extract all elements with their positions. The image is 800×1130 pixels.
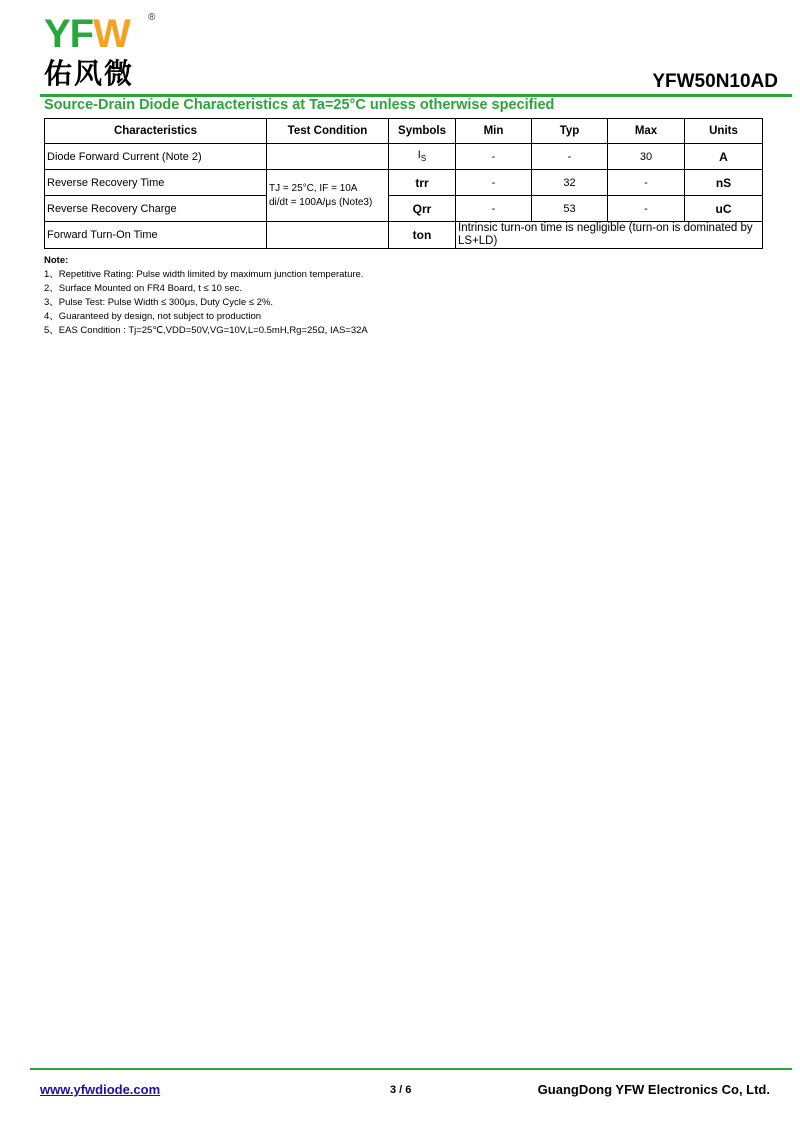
symbol-cell: ton [389, 222, 456, 249]
symbol-subscript: S [420, 154, 427, 164]
typ-cell: 32 [532, 170, 608, 196]
condition-cell [267, 144, 389, 170]
symbol-cell: Qrr [389, 196, 456, 222]
note-item: 2、Surface Mounted on FR4 Board, t ≤ 10 sec. [44, 283, 242, 294]
header-characteristics: Characteristics [45, 119, 267, 144]
note-item: 3、Pulse Test: Pulse Width ≤ 300μs, Duty Cycle ≤ 2%. [44, 297, 274, 308]
header-symbols: Symbols [389, 119, 456, 144]
symbol-cell [389, 144, 456, 170]
note-item: 1、Repetitive Rating: Pulse width limited by maximum junction temperature. [44, 269, 364, 280]
footer-divider [30, 1068, 792, 1070]
header-test-condition: Test Condition [267, 119, 389, 144]
symbol-main: I [417, 149, 421, 162]
characteristic-cell: Forward Turn-On Time [45, 222, 267, 249]
symbol-cell: trr [389, 170, 456, 196]
turn-on-note-cell: Intrinsic turn-on time is negligible (turn-on is dominated by LS+LD) [456, 222, 763, 249]
max-cell: 30 [608, 144, 685, 170]
table-header-row [45, 119, 763, 144]
section-title: Source-Drain Diode Characteristics at Ta=25°C unless otherwise specified [44, 97, 555, 113]
company-logo [44, 14, 164, 94]
min-cell: - [456, 144, 532, 170]
unit-cell: nS [685, 170, 763, 196]
typ-cell: 53 [532, 196, 608, 222]
table-row [45, 222, 763, 249]
min-cell: - [456, 196, 532, 222]
company-name: GuangDong YFW Electronics Co, Ltd. [537, 1082, 770, 1097]
characteristic-cell: Diode Forward Current (Note 2) [45, 144, 267, 170]
characteristic-cell: Reverse Recovery Charge [45, 196, 267, 222]
page-number: 3 / 6 [390, 1084, 412, 1096]
table-row [45, 144, 763, 170]
table-row [45, 196, 763, 222]
logo-chinese: 佑风微 [44, 58, 135, 89]
typ-cell: - [532, 144, 608, 170]
notes-section [44, 254, 368, 338]
table-row [45, 170, 763, 196]
condition-line-1: TJ = 25°C, IF = 10A [269, 182, 358, 194]
header-min: Min [456, 119, 532, 144]
condition-line-2: di/dt = 100A/μs (Note3) [269, 196, 373, 208]
min-cell: - [456, 170, 532, 196]
shared-condition-cell [267, 170, 389, 222]
logo-latin [44, 14, 130, 54]
logo-latin-w: W [93, 12, 130, 56]
note-item: 4、Guaranteed by design, not subject to production [44, 311, 262, 322]
registered-mark: ® [148, 12, 156, 23]
characteristics-table [44, 118, 763, 249]
max-cell: - [608, 170, 685, 196]
max-cell: - [608, 196, 685, 222]
unit-cell: uC [685, 196, 763, 222]
part-number: YFW50N10AD [652, 71, 778, 92]
website-link[interactable]: www.yfwdiode.com [40, 1082, 161, 1097]
header-max: Max [608, 119, 685, 144]
unit-cell: A [685, 144, 763, 170]
note-item: 5、EAS Condition : Tj=25℃,VDD=50V,VG=10V,L=0.5mH,Rg=25Ω, IAS=32A [44, 325, 368, 336]
header-typ: Typ [532, 119, 608, 144]
logo-latin-yf: YF [44, 12, 94, 56]
condition-cell [267, 222, 389, 249]
header-units: Units [685, 119, 763, 144]
characteristic-cell: Reverse Recovery Time [45, 170, 267, 196]
notes-heading: Note: [44, 255, 69, 266]
